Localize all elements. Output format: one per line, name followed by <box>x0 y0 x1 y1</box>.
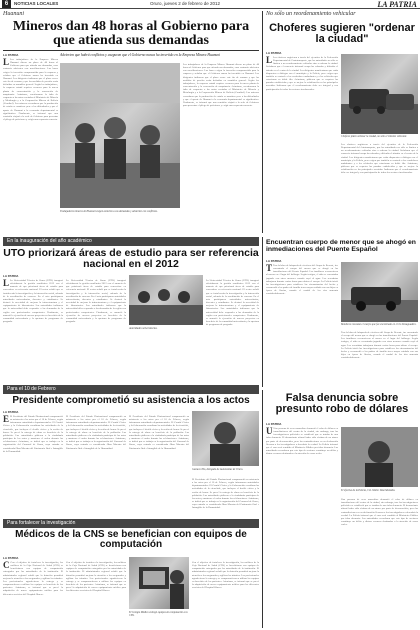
column-divider-right-3 <box>262 390 263 628</box>
uto-photo <box>129 275 203 325</box>
president-body: El Presidente del Estado Plurinacional comprometió su asistencia a los actos por el 10 de Febrero, según informaron autoridades departamentales. El Comité Cívico y la Gobernación coordinan las actividades de la efeméride, que incluyen el desfile cívico y la sesión de honor. Se prevé la entrega de obras en beneficio de la población. Las autoridades pidieron a la ciudadanía participar de los actos y mantener el orden durante las celebraciones. Asimismo, se indicó que se trabaja en la organización del Carnaval de Oruro, cuya entrada es considerada Obra Maestra del Patrimonio Oral e Intangible de la Humanidad. <box>3 415 63 453</box>
dollars-body: Una persona de sexo masculino denunció el robo de dólares en inmediaciones del centro de la ciudad, sin embargo, tras las investigaciones policiales se estableció que se trataba de una falsa denuncia. El denunciante afirmó haber sido víctima de un atraco por parte de desconocidos, pero las contradicciones en su declaración llevaron a los investigadores a descubrir la verdad. La Policía informó que el caso será remitido al Ministerio Público por falsa denuncia. Las autoridades recordaron que este tipo de acciones constituye un delito y distrae recursos destinados a la atención de casos reales. <box>266 427 338 456</box>
car-photo-art <box>341 262 418 322</box>
feb10-banner: Para el 10 de Febrero <box>3 385 259 394</box>
miners-body-cont: Los trabajadores de la Empresa Minera Huanuni dieron un plazo de 48 horas al Gobierno para que atienda sus demandas, caso contrario advierten con movilizaciones. Las bases exigen la inversión comprometida para la empresa y señalan que el Gobierno nunca ha invertido en Huanuni. Los dirigentes indicaron que el plazo vence este fin de semana y que las medidas de presión serán definidas en asamblea general. Según los trabajadores, la empresa estatal requiere recursos para la nueva planta de concentración y la renovación de maquinaria. Asimismo, cuestionaron la falta de respuesta a las notas enviadas al Ministerio de Minería y Metalurgia y a la Corporación Minera de Bolivia (Comibol). Los mineros recordaron que la producción de estaño se mantiene pese a las dificultades y que el aporte de Huanuni a la economía departamental es significativo. Finalmente, se informó que una comisión viajará a la sede de Gobierno para presentar el pliego de peticiones y exigir una respuesta concreta. <box>183 63 259 108</box>
uto-dropcap: L <box>3 279 10 288</box>
drivers-body-cont: Los choferes sugirieron a través del ejecutivo de la Federación Departamental del Autotransporte, que las autoridades no sólo se limiten a un reordenamiento vehicular sino a ordenar la ciudad. Señalaron que el comercio informal ocupa las calzadas y dificulta el tránsito en el centro de la ciudad. Los dirigentes manifestaron que están dispuestos a dialogar con el municipio y la Policía, pero exigen que también se controle a los vendedores ambulantes y a los vehículos que estacionan en doble fila. Asimismo, pidieron que se respeten las paradas establecidas y que se mejore la señalización en las principales avenidas. Indicaron que el reordenamiento debe ser integral y con participación de todos los sectores involucrados. <box>341 143 418 175</box>
uto-photo-art <box>129 275 203 325</box>
drivers-kicker: No sólo un reordenamiento vehicular <box>266 11 356 17</box>
masthead: LA PATRIA <box>377 0 417 9</box>
miners-dropcap: L <box>3 58 10 67</box>
miners-tag: LA PATRIA <box>3 53 19 57</box>
dollars-body-cont: Una persona de sexo masculino denunció el robo de dólares en inmediaciones del centro de la ciudad, sin embargo, tras las investigaciones policiales se estableció que se trataba de una falsa denuncia. El denunciante afirmó haber sido víctima de un atraco por parte de desconocidos, pero las contradicciones en su declaración llevaron a los investigadores a descubrir la verdad. La Policía informó que el caso será remitido al Ministerio Público por falsa denuncia. Las autoridades recordaron que este tipo de acciones constituye un delito y distrae recursos destinados a la atención de casos reales. <box>341 498 418 527</box>
column-divider-right <box>262 11 263 233</box>
cns-body-cont2: Con el objetivo de fortalecer la investigación, los médicos de la Caja Nacional de Salud (CNS) se beneficiaron con equipos de computación entregados por las autoridades de la institución. El administrador regional señaló que la dotación permitirá mejorar la atención a los asegurados y agilizar los trámites. Los profesionales agradecieron la entrega y se comprometieron a utilizar los equipos en beneficio de los pacientes. Asimismo, se informó que se prevé la adquisición de nuevo equipamiento médico para los diferentes servicios del Hospital Obrero. <box>192 561 259 590</box>
cns-body-col2 <box>66 561 126 628</box>
drivers-tag: LA PATRIA <box>266 51 282 55</box>
drivers-body-col1 <box>266 56 338 231</box>
cns-dropcap: C <box>3 561 10 570</box>
miners-body-col3 <box>183 63 259 223</box>
miners-rule <box>3 50 259 51</box>
car-photo <box>341 262 418 322</box>
cns-caption: El Colegio Médico entregó equipos de computación a la CNS. <box>129 611 188 617</box>
president-headline: Presidente comprometió su asistencia a los actos <box>12 395 250 406</box>
cns-body-cont: Con el objetivo de fortalecer la investigación, los médicos de la Caja Nacional de Salud (CNS) se beneficiaron con equipos de computación entregados por las autoridades de la institución. El administrador regional señaló que la dotación permitirá mejorar la atención a los asegurados y agilizar los trámites. Los profesionales agradecieron la entrega y se comprometieron a utilizar los equipos en beneficio de los pacientes. Asimismo, se informó que se prevé la adquisición de nuevo equipamiento médico para los diferentes servicios del Hospital Obrero. <box>66 561 126 593</box>
page-number: 6 <box>2 0 11 8</box>
uto-body-cont2: La Universidad Técnica de Oruro (UTO) inauguró oficialmente la gestión académica 2012 con el anuncio de que priorizará áreas de estudio para convertirse en referencia nacional. El rector señaló que se fortalecerán la investigación y la interacción social, además de la acreditación de carreras. En el acto participaron autoridades universitarias, docentes y estudiantes. Se destacó la necesidad de mejorar la infraestructura y el equipamiento de laboratorios. Las autoridades indicaron que la universidad debe responder a las demandas de la región con profesionales competentes. Finalmente, se anunció la ejecución de nuevos proyectos en beneficio de la comunidad universitaria y la apertura de programas de posgrado. <box>206 279 259 327</box>
dollars-photo-art <box>341 427 418 487</box>
president-tag: LA PATRIA <box>3 410 19 414</box>
dateline: Oruro, jueves 2 de febrero de 2012 <box>150 1 221 6</box>
miners-kicker: Huanuni <box>3 11 24 17</box>
miners-photo <box>60 63 180 208</box>
car-body: Tras la labor de búsqueda de efectivos del Grupo de Rescate, fue encontrado el cuerpo del menor que se ahogó en las inmediaciones del Puente Español. Los familiares reconocieron al menor en el lugar del hallazgo. Según testigos, el niño se encontraba jugando con otros menores cuando cayó al agua. Los rescatistas trabajaron durante varias horas para ubicar el cuerpo. La Policía inició las investigaciones para establecer las circunstancias del hecho y recomendó a los padres de familia tener mayor cuidado con sus hijos en época de lluvias, cuando el caudal de los ríos aumenta considerablemente. <box>266 264 338 296</box>
uto-body-col4 <box>206 279 259 379</box>
cns-body: Con el objetivo de fortalecer la investigación, los médicos de la Caja Nacional de Salud (CNS) se beneficiaron con equipos de computación entregados por las autoridades de la institución. El administrador regional señaló que la dotación permitirá mejorar la atención a los asegurados y agilizar los trámites. Los profesionales agradecieron la entrega y se comprometieron a utilizar los equipos en beneficio de los pacientes. Asimismo, se informó que se prevé la adquisición de nuevo equipamiento médico para los diferentes servicios del Hospital Obrero. <box>3 561 63 596</box>
president-body-col2 <box>66 415 126 515</box>
car-body-cont: Tras la labor de búsqueda de efectivos del Grupo de Rescate, fue encontrado el cuerpo del menor que se ahogó en las inmediaciones del Puente Español. Los familiares reconocieron al menor en el lugar del hallazgo. Según testigos, el niño se encontraba jugando con otros menores cuando cayó al agua. Los rescatistas trabajaron durante varias horas para ubicar el cuerpo. La Policía inició las investigaciones para establecer las circunstancias del hecho y recomendó a los padres de familia tener mayor cuidado con sus hijos en época de lluvias, cuando el caudal de los ríos aumenta considerablemente. <box>341 331 418 360</box>
drivers-body: Los choferes sugirieron a través del ejecutivo de la Federación Departamental del Autotransporte, que las autoridades no sólo se limiten a un reordenamiento vehicular sino a ordenar la ciudad. Señalaron que el comercio informal ocupa las calzadas y dificulta el tránsito en el centro de la ciudad. Los dirigentes manifestaron que están dispuestos a dialogar con el municipio y la Policía, pero exigen que también se controle a los vendedores ambulantes y a los vehículos que estacionan en doble fila. Asimismo, pidieron que se respeten las paradas establecidas y que se mejore la señalización en las principales avenidas. Indicaron que el reordenamiento debe ser integral y con participación de todos los sectores involucrados. <box>266 56 338 91</box>
car-body-col1 <box>266 264 338 384</box>
president-body-cont3: El Presidente del Estado Plurinacional comprometió su asistencia a los actos por el 10 de Febrero, según informaron autoridades departamentales. El Comité Cívico y la Gobernación coordinan las actividades de la efeméride, que incluyen el desfile cívico y la sesión de honor. Se prevé la entrega de obras en beneficio de la población. Las autoridades pidieron a la ciudadanía participar de los actos y mantener el orden durante las celebraciones. Asimismo, se indicó que se trabaja en la organización del Carnaval de Oruro, cuya entrada es considerada Obra Maestra del Patrimonio Oral e Intangible de la Humanidad. <box>192 478 259 510</box>
dollars-headline: Falsa denuncia sobre presunto robo de dólares <box>275 392 409 415</box>
dollars-photo <box>341 427 418 487</box>
dollars-caption: El efectivo de la Policía, Cnl. Walter Díaz Montaño. <box>341 489 396 492</box>
uto-body-col2 <box>66 279 126 379</box>
drivers-caption: Choferes piden ordenar la ciudad, no sólo el tránsito vehicular. <box>341 135 407 138</box>
cns-photo-art <box>129 557 189 609</box>
president-body-col4 <box>192 478 259 515</box>
uto-body-cont: La Universidad Técnica de Oruro (UTO) inauguró oficialmente la gestión académica 2012 con el anuncio de que priorizará áreas de estudio para convertirse en referencia nacional. El rector señaló que se fortalecerán la investigación y la interacción social, además de la acreditación de carreras. En el acto participaron autoridades universitarias, docentes y estudiantes. Se destacó la necesidad de mejorar la infraestructura y el equipamiento de laboratorios. Las autoridades indicaron que la universidad debe responder a las demandas de la región con profesionales competentes. Finalmente, se anunció la ejecución de nuevos proyectos en beneficio de la comunidad universitaria y la apertura de programas de posgrado. <box>66 279 126 324</box>
uto-body-col1 <box>3 279 63 379</box>
miners-headline: Mineros dan 48 horas al Gobierno para que atienda sus demandas <box>12 19 250 48</box>
car-headline: Encuentran cuerpo de menor que se ahogó en inmediaciones del Puente Español <box>266 239 416 253</box>
uto-caption: Autoridades universitarias. <box>129 327 158 330</box>
car-dropcap: T <box>266 264 273 273</box>
drivers-body-col2 <box>341 143 418 231</box>
section-name: NOTICIAS LOCALES <box>14 1 59 6</box>
car-body-col2 <box>341 331 418 384</box>
president-body-cont2: El Presidente del Estado Plurinacional comprometió su asistencia a los actos por el 10 de Febrero, según informaron autoridades departamentales. El Comité Cívico y la Gobernación coordinan las actividades de la efeméride, que incluyen el desfile cívico y la sesión de honor. Se prevé la entrega de obras en beneficio de la población. Las autoridades pidieron a la ciudadanía participar de los actos y mantener el orden durante las celebraciones. Asimismo, se indicó que se trabaja en la organización del Carnaval de Oruro, cuya entrada es considerada Obra Maestra del Patrimonio Oral e Intangible de la Humanidad. <box>129 415 189 450</box>
miners-body-col1 <box>3 58 58 220</box>
car-caption: Bomberos rescatan el cuerpo que fue encontrado en el río Desaguadero. <box>341 323 417 326</box>
drivers-dropcap: L <box>266 56 273 65</box>
miners-caption: Trabajadores mineros de Huanuni exigen atención a sus demandas y advierten con conflictos. <box>60 210 158 213</box>
president-photo-art <box>192 411 259 466</box>
president-body-col1 <box>3 415 63 515</box>
drivers-headline: Choferes sugieren "ordenar la ciudad" <box>269 22 415 45</box>
cns-photo <box>129 557 189 609</box>
cns-tag: LA PATRIA <box>3 556 19 560</box>
car-tag: LA PATRIA <box>266 259 282 263</box>
cns-body-col4 <box>192 561 259 628</box>
uto-headline: UTO priorizará áreas de estudio para ser referencia nacional en el 2012 <box>3 247 259 270</box>
column-divider-right-2 <box>262 237 263 387</box>
president-body-cont: El Presidente del Estado Plurinacional comprometió su asistencia a los actos por el 10 de Febrero, según informaron autoridades departamentales. El Comité Cívico y la Gobernación coordinan las actividades de la efeméride, que incluyen el desfile cívico y la sesión de honor. Se prevé la entrega de obras en beneficio de la población. Las autoridades pidieron a la ciudadanía participar de los actos y mantener el orden durante las celebraciones. Asimismo, se indicó que se trabaja en la organización del Carnaval de Oruro, cuya entrada es considerada Obra Maestra del Patrimonio Oral e Intangible de la Humanidad. <box>66 415 126 450</box>
dollars-dropcap: U <box>266 427 273 436</box>
dollars-tag: LA PATRIA <box>266 422 282 426</box>
miners-deck: Advierten que habrá conflictos y aseguran que el Gobierno nunca ha invertido en la Empresa Minera Huanuni <box>60 53 220 57</box>
president-caption: Gustavo Tito, delegado de Autonomías de Oruro. <box>192 468 244 471</box>
drivers-photo <box>341 54 418 134</box>
research-banner: Para fortalecer la investigación <box>3 519 259 528</box>
dollars-body-col1 <box>266 427 338 627</box>
academic-banner: En la inauguración del año académico <box>3 237 259 246</box>
miners-body: Los trabajadores de la Empresa Minera Huanuni dieron un plazo de 48 horas al Gobierno para que atienda sus demandas, caso contrario advierten con movilizaciones. Las bases exigen la inversión comprometida para la empresa y señalan que el Gobierno nunca ha invertido en Huanuni. Los dirigentes indicaron que el plazo vence este fin de semana y que las medidas de presión serán definidas en asamblea general. Según los trabajadores, la empresa estatal requiere recursos para la nueva planta de concentración y la renovación de maquinaria. Asimismo, cuestionaron la falta de respuesta a las notas enviadas al Ministerio de Minería y Metalurgia y a la Corporación Minera de Bolivia (Comibol). Los mineros recordaron que la producción de estaño se mantiene pese a las dificultades y que el aporte de Huanuni a la economía departamental es significativo. Finalmente, se informó que una comisión viajará a la sede de Gobierno para presentar el pliego de peticiones y exigir una respuesta concreta. <box>3 58 58 121</box>
president-photo <box>192 411 259 466</box>
president-body-col3 <box>129 415 189 515</box>
cns-body-col1 <box>3 561 63 628</box>
uto-body: La Universidad Técnica de Oruro (UTO) inauguró oficialmente la gestión académica 2012 con el anuncio de que priorizará áreas de estudio para convertirse en referencia nacional. El rector señaló que se fortalecerán la investigación y la interacción social, además de la acreditación de carreras. En el acto participaron autoridades universitarias, docentes y estudiantes. Se destacó la necesidad de mejorar la infraestructura y el equipamiento de laboratorios. Las autoridades indicaron que la universidad debe responder a las demandas de la región con profesionales competentes. Finalmente, se anunció la ejecución de nuevos proyectos en beneficio de la comunidad universitaria y la apertura de programas de posgrado. <box>3 279 63 324</box>
miners-photo-art <box>60 63 180 208</box>
dollars-body-col2 <box>341 498 418 627</box>
drivers-photo-art <box>341 54 418 134</box>
president-dropcap: E <box>3 415 10 424</box>
uto-tag: LA PATRIA <box>3 274 19 278</box>
cns-headline: Médicos de la CNS se benefician con equipos de computación <box>15 529 247 550</box>
